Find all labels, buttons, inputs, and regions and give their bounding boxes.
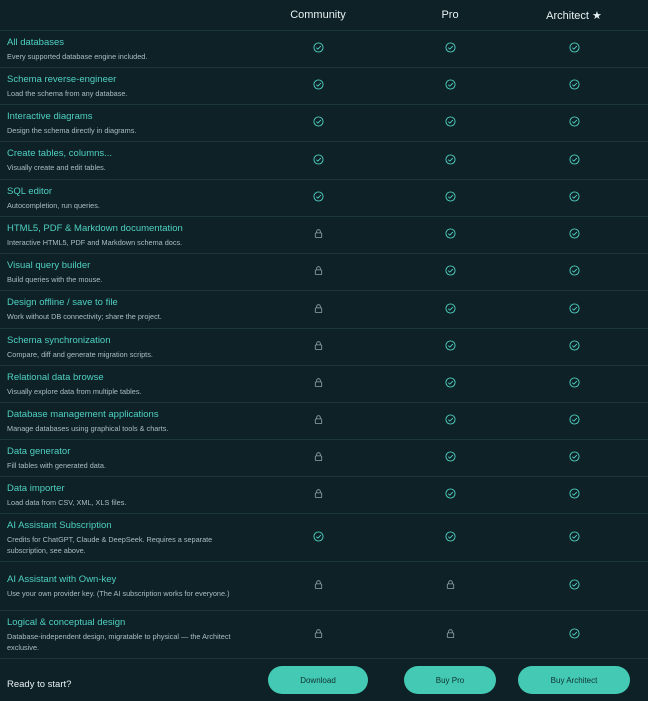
tier-cell-pro (400, 301, 500, 319)
tier-cell-architect (500, 449, 648, 467)
feature-cell (0, 335, 236, 360)
feature-description: Load data from CSV, XML, XLS files. (7, 497, 127, 507)
feature-description: Load the schema from any database. (7, 88, 128, 98)
tier-cell-community (236, 529, 400, 547)
check-circle-icon (569, 226, 580, 244)
lock-icon (313, 626, 324, 644)
tier-cell-community (236, 449, 400, 467)
feature-title: Data generator (7, 445, 71, 457)
tier-cell-architect (500, 375, 648, 393)
check-circle-icon (445, 529, 456, 547)
table-footer (0, 659, 648, 701)
header-architect: Architect ★ (546, 9, 602, 22)
feature-title: HTML5, PDF & Markdown documentation (7, 222, 183, 234)
table-row (0, 611, 648, 659)
check-circle-icon (569, 40, 580, 58)
tier-cell-pro (400, 263, 500, 281)
header-community: Community (290, 9, 346, 21)
check-circle-icon (569, 152, 580, 170)
feature-title: Schema synchronization (7, 334, 111, 346)
feature-title: Data importer (7, 482, 65, 494)
check-circle-icon (313, 77, 324, 95)
check-circle-icon (313, 152, 324, 170)
tier-cell-pro (400, 114, 500, 132)
footer-label-cell (0, 671, 236, 690)
feature-description: Use your own provider key. (The AI subscription works for everyone.) (7, 588, 230, 598)
check-circle-icon (313, 529, 324, 547)
check-circle-icon (569, 449, 580, 467)
tier-cell-architect (500, 152, 648, 170)
footer-pro-cell (400, 666, 500, 694)
check-circle-icon (445, 375, 456, 393)
check-circle-icon (445, 77, 456, 95)
tier-cell-architect (500, 338, 648, 356)
feature-cell (0, 372, 236, 397)
tier-cell-architect (500, 189, 648, 207)
tier-cell-community (236, 226, 400, 244)
tier-cell-community (236, 577, 400, 595)
feature-title: Interactive diagrams (7, 110, 93, 122)
tier-cell-pro (400, 226, 500, 244)
table-row (0, 31, 648, 68)
check-circle-icon (445, 338, 456, 356)
footer-community-cell (236, 666, 400, 694)
feature-title: Create tables, columns... (7, 148, 113, 159)
lock-icon (313, 449, 324, 467)
check-circle-icon (569, 529, 580, 547)
table-row (0, 403, 648, 440)
feature-description: Database-independent design, migratable to physical — the Architect exclusive. (7, 631, 231, 652)
feature-cell (0, 223, 236, 248)
ready-to-start-label: Ready to start? (7, 678, 72, 690)
check-circle-icon (569, 189, 580, 207)
check-circle-icon (569, 301, 580, 319)
feature-description: Fill tables with generated data. (7, 460, 106, 470)
check-circle-icon (569, 577, 580, 595)
check-circle-icon (569, 375, 580, 393)
check-circle-icon (445, 449, 456, 467)
feature-description: Work without DB connectivity; share the project. (7, 312, 162, 321)
feature-description: Visually explore data from multiple tables. (7, 386, 142, 396)
table-header (0, 0, 648, 31)
table-row (0, 440, 648, 477)
feature-title: Visual query builder (7, 259, 91, 271)
feature-cell (0, 260, 236, 285)
tier-cell-architect (500, 301, 648, 319)
check-circle-icon (313, 114, 324, 132)
tier-cell-pro (400, 486, 500, 504)
tier-cell-pro (400, 577, 500, 595)
tier-cell-pro (400, 40, 500, 58)
table-row (0, 68, 648, 105)
feature-title: AI Assistant with Own-key (7, 573, 117, 585)
tier-cell-architect (500, 40, 648, 58)
feature-title: Database management applications (7, 408, 159, 420)
lock-icon (313, 577, 324, 595)
feature-cell (0, 111, 236, 136)
tier-cell-pro (400, 449, 500, 467)
feature-title: All databases (7, 36, 65, 48)
tier-cell-architect (500, 626, 648, 644)
tier-cell-community (236, 301, 400, 319)
feature-title: Design offline / save to file (7, 297, 118, 308)
buy-architect-button[interactable]: Buy Architect (518, 666, 630, 694)
check-circle-icon (445, 412, 456, 430)
tier-cell-community (236, 263, 400, 281)
feature-description: Autocompletion, run queries. (7, 200, 100, 210)
lock-icon (313, 375, 324, 393)
tier-cell-pro (400, 529, 500, 547)
feature-description: Design the schema directly in diagrams. (7, 125, 137, 135)
table-row (0, 562, 648, 611)
feature-description: Build queries with the mouse. (7, 274, 103, 284)
check-circle-icon (569, 263, 580, 281)
table-row (0, 217, 648, 254)
feature-cell (0, 409, 236, 434)
check-circle-icon (569, 486, 580, 504)
feature-cell (0, 74, 236, 99)
table-row (0, 105, 648, 142)
check-circle-icon (569, 77, 580, 95)
tier-cell-architect (500, 77, 648, 95)
check-circle-icon (313, 189, 324, 207)
feature-cell (0, 574, 236, 599)
table-row (0, 254, 648, 291)
tier-cell-community (236, 189, 400, 207)
tier-cell-pro (400, 338, 500, 356)
check-circle-icon (313, 40, 324, 58)
lock-icon (313, 263, 324, 281)
check-circle-icon (445, 189, 456, 207)
feature-title: Schema reverse-engineer (7, 73, 117, 85)
tier-cell-community (236, 152, 400, 170)
tier-cell-community (236, 626, 400, 644)
check-circle-icon (569, 412, 580, 430)
feature-description: Every supported database engine included. (7, 51, 148, 61)
check-circle-icon (445, 263, 456, 281)
feature-description: Manage databases using graphical tools & charts. (7, 423, 169, 433)
tier-cell-architect (500, 226, 648, 244)
check-circle-icon (445, 486, 456, 504)
table-row (0, 291, 648, 329)
header-pro: Pro (441, 9, 459, 21)
tier-cell-community (236, 114, 400, 132)
feature-description: Interactive HTML5, PDF and Markdown schema docs. (7, 237, 183, 247)
check-circle-icon (569, 338, 580, 356)
feature-title: Relational data browse (7, 371, 104, 383)
feature-title: AI Assistant Subscription (7, 519, 112, 531)
feature-title: Logical & conceptual design (7, 616, 126, 628)
lock-icon (445, 577, 456, 595)
tier-cell-architect (500, 577, 648, 595)
footer-architect-cell (500, 666, 648, 694)
tier-cell-community (236, 338, 400, 356)
tier-cell-community (236, 412, 400, 430)
table-row (0, 514, 648, 562)
tier-cell-architect (500, 529, 648, 547)
check-circle-icon (569, 114, 580, 132)
feature-cell (0, 617, 236, 653)
feature-title: SQL editor (7, 185, 53, 197)
table-row (0, 142, 648, 180)
tier-cell-community (236, 486, 400, 504)
feature-cell (0, 483, 236, 508)
tier-cell-community (236, 77, 400, 95)
tier-cell-community (236, 40, 400, 58)
feature-cell (0, 37, 236, 62)
tier-cell-architect (500, 263, 648, 281)
lock-icon (313, 486, 324, 504)
tier-cell-pro (400, 375, 500, 393)
tier-cell-pro (400, 626, 500, 644)
lock-icon (313, 338, 324, 356)
table-row (0, 180, 648, 217)
lock-icon (445, 626, 456, 644)
table-row (0, 329, 648, 366)
feature-cell (0, 446, 236, 471)
check-circle-icon (445, 40, 456, 58)
lock-icon (313, 226, 324, 244)
feature-cell (0, 297, 236, 322)
tier-cell-architect (500, 486, 648, 504)
feature-rows (0, 31, 648, 659)
feature-description: Visually create and edit tables. (7, 163, 106, 172)
check-circle-icon (445, 301, 456, 319)
tier-cell-architect (500, 114, 648, 132)
check-circle-icon (445, 114, 456, 132)
tier-cell-architect (500, 412, 648, 430)
check-circle-icon (445, 152, 456, 170)
lock-icon (313, 412, 324, 430)
tier-cell-pro (400, 77, 500, 95)
feature-cell (0, 186, 236, 211)
feature-description: Compare, diff and generate migration scripts. (7, 349, 153, 359)
check-circle-icon (569, 626, 580, 644)
feature-cell (0, 148, 236, 173)
tier-cell-pro (400, 152, 500, 170)
feature-cell (0, 520, 236, 556)
download-button[interactable]: Download (268, 666, 368, 694)
tier-cell-community (236, 375, 400, 393)
table-row (0, 477, 648, 514)
tier-cell-pro (400, 412, 500, 430)
feature-description: Credits for ChatGPT, Claude & DeepSeek. Requires a separate subscription, see above. (7, 534, 213, 555)
tier-cell-pro (400, 189, 500, 207)
table-row (0, 366, 648, 403)
buy-pro-button[interactable]: Buy Pro (404, 666, 496, 694)
lock-icon (313, 301, 324, 319)
check-circle-icon (445, 226, 456, 244)
